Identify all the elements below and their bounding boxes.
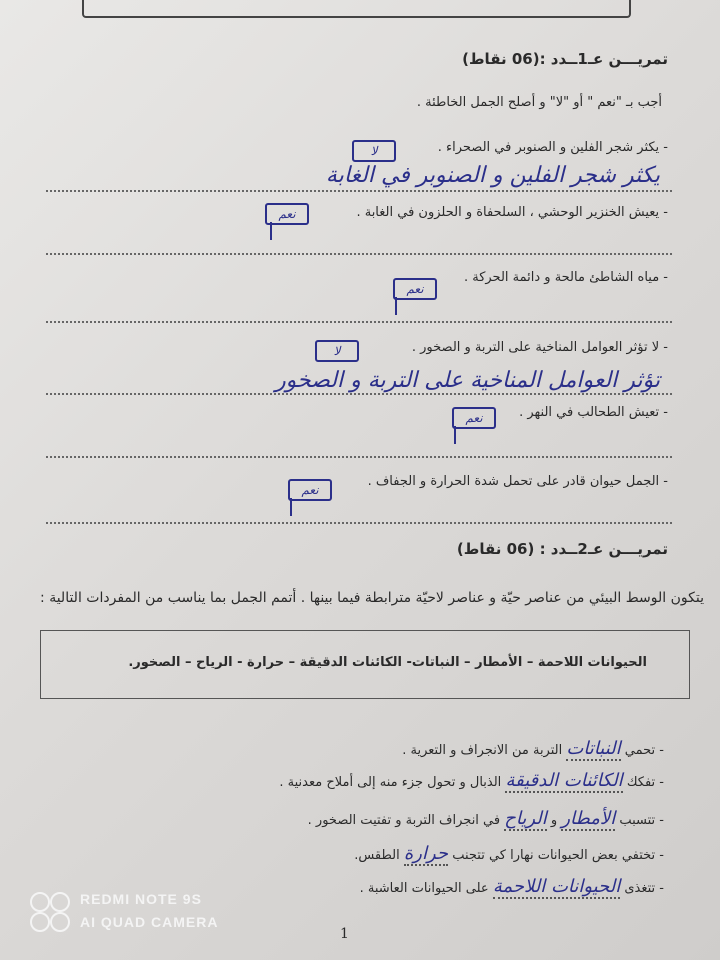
watermark-line-2: AI QUAD CAMERA — [80, 914, 219, 930]
s4-fill: حرارة — [403, 843, 449, 864]
s2-after: الذبال و تحول جزء منه إلى أملاح معدنية . — [279, 775, 502, 790]
s3-before: تتسبب — [619, 813, 656, 828]
s3-blank-1 — [561, 808, 615, 831]
word-bank-box — [40, 630, 690, 699]
exercise2-title: تمريـــن عـ2ــدد : (06 نقاط) — [456, 540, 668, 558]
s3-fill-1: الأمطار — [561, 808, 616, 829]
correction-4: تؤثر العوامل المناخية على التربة و الصخور — [275, 368, 660, 393]
answer-line-6 — [46, 522, 672, 524]
statement-4: - لا تؤثر العوامل المناخية على التربة و الصخور . — [411, 340, 668, 355]
statement-3: - مياه الشاطئ مالحة و دائمة الحركة . — [463, 270, 668, 285]
statement-5: - تعيش الطحالب في النهر . — [519, 405, 668, 420]
exercise2-instruction: يتكون الوسط البيئي من عناصر حيّة و عناصر لاحيّة مترابطة فيما بينها . أتمم الجمل بما يناسب من المفردات التالية : — [40, 590, 704, 606]
watermark-text — [80, 888, 218, 934]
s3-after: في انجراف التربة و تفتيت الصخور . — [307, 813, 501, 828]
s3-mid: و — [550, 813, 558, 828]
s3-fill-2: الرياح — [504, 808, 547, 829]
s3-blank-2 — [504, 808, 547, 831]
s1-blank — [566, 738, 620, 761]
statement-1: - يكثر شجر الفلين و الصنوبر في الصحراء . — [437, 140, 668, 155]
answer-3: نعم — [393, 278, 437, 300]
s4-blank — [404, 843, 448, 866]
answer-5-stem — [454, 426, 456, 444]
fill-sentence-5: - تتغذى الحيوانات اللاحمة على الحيوانات العاشبة . — [359, 876, 664, 897]
answer-line-4 — [46, 393, 672, 395]
answer-6-stem — [290, 498, 292, 516]
statement-2: - يعيش الخنزير الوحشي ، السلحفاة و الحلزون في الغابة . — [356, 205, 668, 220]
answer-3-stem — [395, 297, 397, 315]
answer-line-3 — [46, 321, 672, 323]
answer-2-stem — [270, 222, 272, 240]
s1-fill: النباتات — [566, 738, 621, 759]
s4-after: الطقس. — [354, 848, 400, 863]
fill-sentence-1: - تحمي النباتات التربة من الانجراف و التعرية . — [402, 738, 664, 759]
s1-after: التربة من الانجراف و التعرية . — [402, 743, 563, 758]
answer-6: نعم — [288, 479, 332, 501]
watermark-line-1: REDMI NOTE 9S — [80, 891, 202, 907]
answer-2: نعم — [265, 203, 309, 225]
s5-blank — [493, 876, 620, 899]
answer-line-1 — [46, 190, 672, 192]
s5-after: على الحيوانات العاشبة . — [359, 881, 489, 896]
answer-1: لا — [352, 140, 396, 162]
correction-1: يكثر شجر الفلين و الصنوبر في الغابة — [325, 163, 660, 188]
s2-fill: الكائنات الدقيقة — [505, 770, 623, 791]
fill-sentence-3: - تتسبب الأمطار و الرياح في انجراف التربة و تفتيت الصخور . — [307, 808, 664, 829]
answer-line-2 — [46, 253, 672, 255]
s5-fill: الحيوانات اللاحمة — [492, 876, 621, 897]
exercise1-title: تمريـــن عـ1ــدد :(06 نقاط) — [462, 50, 668, 68]
s2-before: تفكك — [626, 775, 656, 790]
answer-line-5 — [46, 456, 672, 458]
header-frame — [82, 0, 631, 18]
fill-sentence-2: - تفكك الكائنات الدقيقة الذبال و تحول جزء منه إلى أملاح معدنية . — [279, 770, 664, 791]
exercise1-instruction: أجب بـ "نعم " أو "لا" و أصلح الجمل الخاطئة . — [416, 95, 662, 110]
s5-before: تتغذى — [624, 881, 656, 896]
answer-5: نعم — [452, 407, 496, 429]
s1-before: تحمي — [624, 743, 656, 758]
s4-before: تختفي بعض الحيوانات نهارا كي تتجنب — [452, 848, 656, 863]
page-number: 1 — [340, 926, 349, 942]
word-bank: الحيوانات اللاحمة – الأمطار – النباتات- الكائنات الدقيقة – حرارة - الرياح – الصخور. — [128, 655, 647, 670]
fill-sentence-4: - تختفي بعض الحيوانات نهارا كي تتجنب حرارة الطقس. — [354, 843, 664, 864]
statement-6: - الجمل حيوان قادر على تحمل شدة الحرارة و الجفاف . — [367, 474, 668, 489]
s2-blank — [505, 770, 622, 793]
answer-4: لا — [315, 340, 359, 362]
